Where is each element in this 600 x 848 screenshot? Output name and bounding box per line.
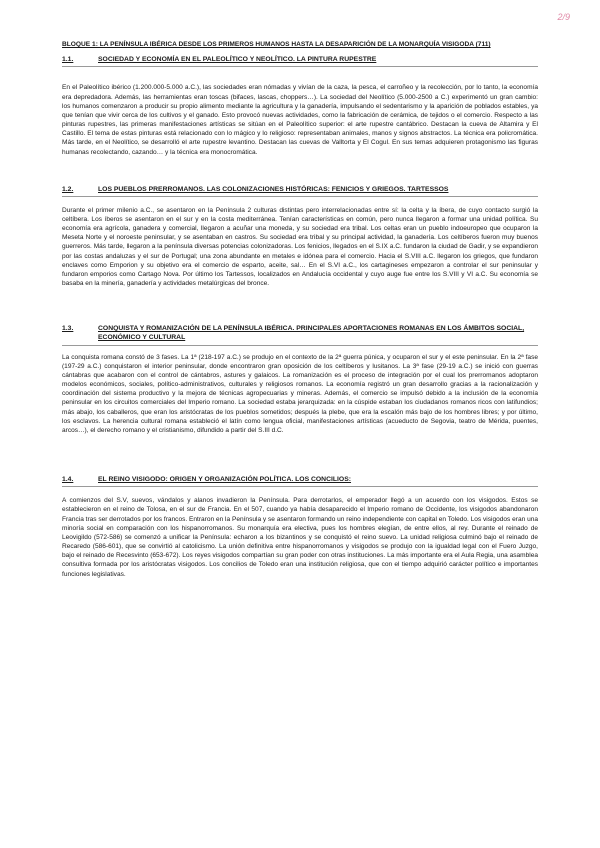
- section-divider: [62, 196, 538, 197]
- section-heading: [62, 185, 538, 194]
- section-title: SOCIEDAD Y ECONOMÍA EN EL PALEOLÍTICO Y NEOLÍTICO. LA PINTURA RUPESTRE: [98, 56, 377, 64]
- section-divider: [62, 486, 538, 487]
- section-1-4: [62, 475, 538, 579]
- section-title: EL REINO VISIGODO: ORIGEN Y ORGANIZACIÓN POLÍTICA. LOS CONCILIOS:: [98, 476, 352, 484]
- section-1-3: [62, 324, 538, 435]
- section-heading: [62, 324, 538, 342]
- section-number: 1.3.: [62, 325, 74, 333]
- section-paragraph: En el Paleolítico ibérico (1.200.000-5.000 a.C.), las sociedades eran nómadas y vivían de la caza, la pesca, el carroñeo y la recolección, por lo tanto, la economía era depredadora. Además, las herramientas eran toscas (bifaces, lascas, choppers…). La sociedad del Neolítico (5.000-2500 a C.) experimentó un gran cambio: los humanos comenzaron a producir su propio alimento mediante la agricultura y la ganadería, impulsando el sedentarismo y la aparición de poblados estables, ya que tenían que vivir cerca de los cultivos y el ganado. Esto provocó nuevas actividades, como la fabricación de cerámica, de tejidos o el comercio. Respecto a las pinturas rupestres, las primeras manifestaciones artísticas se sitúan en el Paleolítico superior: el arte rupestre cantábrico. Destacan la cueva de Altamira y El Castillo. El tema de estas pinturas está relacionado con lo mágico y lo religioso: representaban animales, manos y signos abstractos. La técnica era policromática. Más tarde, en el Neolítico, se desarrolló el arte rupestre levantino. Destacan las cuevas de Valltorta y El Cogul. En sus temas adquieren protagonismo las figuras humanas recolectando, cazando… y la técnica era monocromática.: [62, 84, 538, 156]
- section-heading: [62, 55, 538, 64]
- section-heading: [62, 475, 538, 484]
- section-title: CONQUISTA Y ROMANIZACIÓN DE LA PENÍNSULA IBÉRICA. PRINCIPALES APORTACIONES ROMANAS EN LOS ÁMBITOS SOCIAL, ECONÓMICO Y CULTURAL: [98, 325, 525, 342]
- section-1-1: [62, 55, 538, 156]
- section-paragraph: Durante el primer milenio a.C., se asentaron en la Península 2 culturas distintas pero interrelacionadas entre sí: la celta y la íbera, de cuyo contacto surgió la celtíbera. Los íberos se asentaron en el sur y en la costa mediterránea. Tenían características en común, pero nunca llegaron a formar una unidad política. Su economía era agrícola, ganadera y comercial, llegaron a acuñar una moneda, y su sociedad era tribal. Los celtas eran un pueblo indoeuropeo que ocuparon la Meseta Norte y el noroeste peninsular, y se asentaban en castros. Su sociedad era tribal y su principal actividad, la ganadería. Los celtíberos fueron muy buenos guerreros. Más tarde, llegaron a la península diversas potencias colonizadoras. Los fenicios, llegados en el S.IX a.C. fundaron la ciudad de Gadir, y se expandieron por las costas andaluzas y el sur de Portugal; una zona abundante en metales e idónea para el comercio. Hacia el S.VIII a.C. llegaron los griegos, que fundaron enclaves como Emporion y su objetivo era el comercio de esparto, aceite, sal… En el S.VI a.C., los cartagineses empezaron a controlar el sur peninsular y fundaron emporios como Cartago Nova. Por último los Tartessos, localizados en Andalucía occidental y cuyo auge fue entre los S.VIII y VI a.C. Su economía se basaba en la minería, ganadería y actividades metalúrgicas del bronce.: [62, 206, 538, 288]
- section-number: 1.2.: [62, 185, 74, 193]
- section-1-2: [62, 185, 538, 289]
- section-paragraph: A comienzos del S.V, suevos, vándalos y alanos invadieron la Península. Para derrotarlos, el emperador llegó a un acuerdo con los visigodos. Estos se establecieron en el reino de Tolosa, en el sur de Francia. En el 507, cuando ya había desaparecido el Imperio romano de Occidente, los visigodos abandonaron Francia tras ser derrotados por los francos. Entraron en la Península y se asentaron formando un reino independiente con capital en Toledo. Los visigodos eran una minoría social en comparación con los hispanorromanos. Su monarquía era electiva, pues los hombres elegían, de entre ellos, al rey. Durante el reinado de Leovigildo (572-586) se comenzó a unificar la Península: echaron a los bizantinos y se conquistó el reino suevo. La unidad religiosa culminó bajo el reinado de Recaredo (586-601), que se convirtió al catolicismo. La unión definitiva entre hispanorromanos y visigodos se produjo con la igualdad legal con el Fuero Juzgo, bajo el reinado de Recesvinto (653-672). Los reyes visigodos compartían su gran poder con otras instituciones. La más importante era el Aula Regia, una asamblea consultiva formada por los aristócratas visigodos. Los concilios de Toledo eran una institución religiosa, que con el tiempo adquirió carácter político e importantes funciones legislativas.: [62, 497, 538, 578]
- section-number: 1.1.: [62, 56, 74, 64]
- section-title: LOS PUEBLOS PRERROMANOS. LAS COLONIZACIONES HISTÓRICAS: FENICIOS Y GRIEGOS. TARTESSOS: [98, 185, 449, 193]
- section-number: 1.4.: [62, 476, 74, 484]
- page-number: 2/9: [557, 12, 570, 22]
- document-body: [62, 40, 538, 579]
- section-divider: [62, 345, 538, 346]
- section-divider: [62, 66, 538, 67]
- bloque-title: BLOQUE 1: LA PENÍNSULA IBÉRICA DESDE LOS PRIMEROS HUMANOS HASTA LA DESAPARICIÓN DE LA MONARQUÍA VISIGODA (711): [62, 41, 491, 48]
- section-paragraph: La conquista romana constó de 3 fases. La 1ª (218-197 a.C.) se produjo en el contexto de la 2ª guerra púnica, y ocuparon el sur y el este peninsular. En la 2ª fase (197-29 a.C.) conquistaron el interior peninsular, donde encontraron gran oposición de los celtíberos y lusitanos. La 3ª fase (29-19 a.C.) se inició con guerras cántabras que acabaron con el control de cántabros, astures y galaicos. La romanización es el proceso de integración por el cual los prerromanos adoptaron modelos económicos, sociales, político-administrativos, culturales y religiosos romanos. La economía registró un gran desarrollo gracias a la racionalización y coordinación del sistema productivo y la mejora de técnicas agropecuarias y mineras. Además, el comercio se impulsó debido a la inclusión de la economía peninsular en los circuitos comerciales del Imperio romano. La sociedad estaba jerarquizada: en la cúspide estaban los ciudadanos romanos ricos con latifundios; más abajo, los caballeros, que eran los aristócratas de los pueblos sometidos; después la plebe, que era la escalón más bajo de los hombres libres; y por último, los esclavos. La herencia cultural romana estableció el latín como lengua oficial, manifestaciones artísticas (acueducto de Segovia, teatro de Mérida, puentes, arcos…), el derecho romano y el cristianismo, difundido a partir del S.III d.C.: [62, 353, 538, 434]
